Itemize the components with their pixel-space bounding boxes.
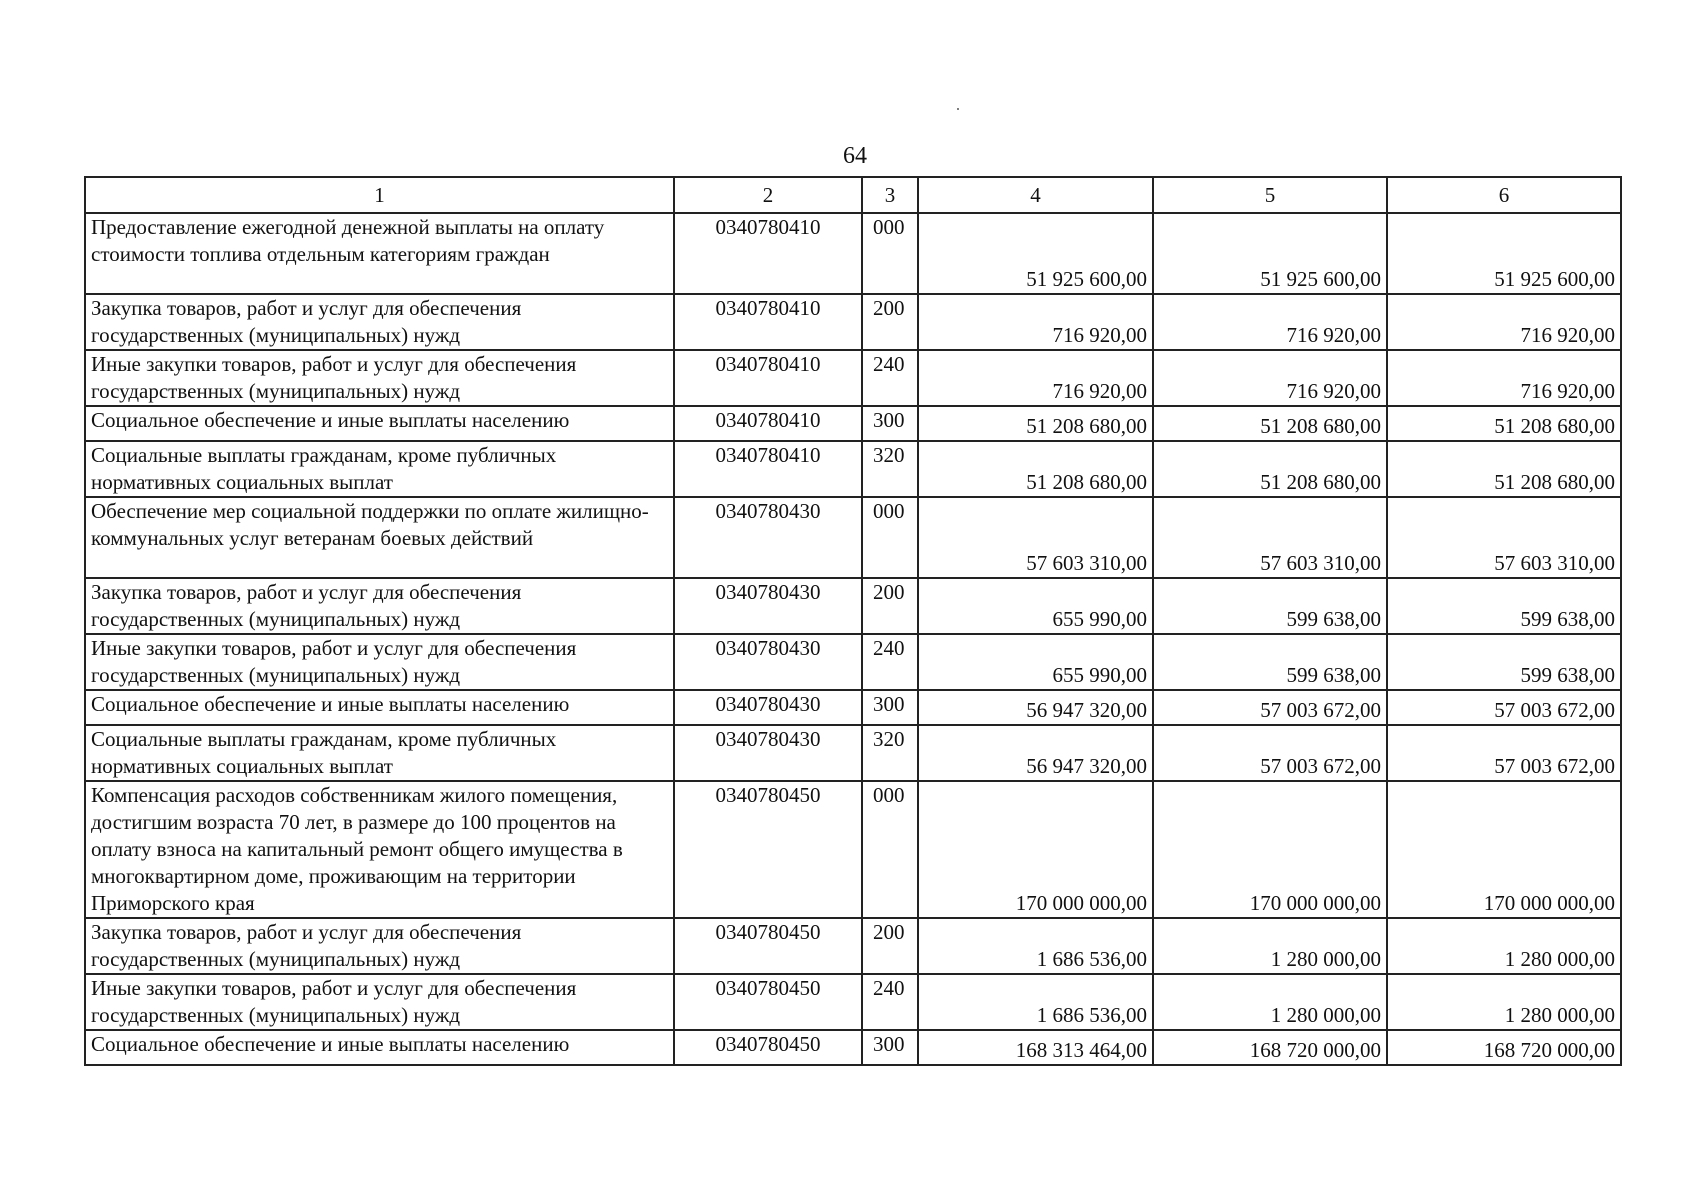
column-header: 1	[85, 177, 674, 213]
row-code-cell: 0340780410	[674, 406, 862, 441]
row-expense-type-cell: 300	[862, 1030, 918, 1065]
row-amount-col4: 51 925 600,00	[918, 213, 1153, 294]
row-amount-col4: 655 990,00	[918, 578, 1153, 634]
row-code-cell: 0340780430	[674, 634, 862, 690]
row-expense-type-cell: 200	[862, 294, 918, 350]
table-row	[85, 350, 1621, 406]
row-name-cell: Социальное обеспечение и иные выплаты населению	[85, 1030, 674, 1065]
row-amount-col5: 168 720 000,00	[1153, 1030, 1387, 1065]
row-code-cell: 0340780410	[674, 294, 862, 350]
row-amount-col5: 170 000 000,00	[1153, 781, 1387, 918]
row-name-cell: Социальные выплаты гражданам, кроме публичных нормативных социальных выплат	[85, 725, 674, 781]
row-amount-col5: 716 920,00	[1153, 294, 1387, 350]
row-expense-type-cell: 240	[862, 634, 918, 690]
row-code-cell: 0340780450	[674, 1030, 862, 1065]
row-name-cell: Иные закупки товаров, работ и услуг для обеспечения государственных (муниципальных) нужд	[85, 974, 674, 1030]
row-expense-type-cell: 200	[862, 578, 918, 634]
row-expense-type-cell: 300	[862, 690, 918, 725]
row-amount-col4: 716 920,00	[918, 294, 1153, 350]
row-expense-type-cell: 320	[862, 725, 918, 781]
row-expense-type-cell: 000	[862, 497, 918, 578]
row-amount-col4: 56 947 320,00	[918, 725, 1153, 781]
row-amount-col5: 57 003 672,00	[1153, 690, 1387, 725]
row-expense-type-cell: 200	[862, 918, 918, 974]
row-expense-type-cell: 320	[862, 441, 918, 497]
table-row	[85, 725, 1621, 781]
row-expense-type-cell: 300	[862, 406, 918, 441]
row-name-cell: Социальное обеспечение и иные выплаты населению	[85, 406, 674, 441]
row-name-cell: Обеспечение мер социальной поддержки по оплате жилищно-коммунальных услуг ветеранам боевых действий	[85, 497, 674, 578]
row-amount-col4: 716 920,00	[918, 350, 1153, 406]
row-code-cell: 0340780430	[674, 578, 862, 634]
row-amount-col5: 716 920,00	[1153, 350, 1387, 406]
row-amount-col4: 655 990,00	[918, 634, 1153, 690]
column-header: 2	[674, 177, 862, 213]
row-amount-col6: 170 000 000,00	[1387, 781, 1621, 918]
row-amount-col5: 51 208 680,00	[1153, 406, 1387, 441]
budget-table-body	[85, 177, 1621, 1065]
row-amount-col4: 1 686 536,00	[918, 918, 1153, 974]
row-amount-col4: 56 947 320,00	[918, 690, 1153, 725]
table-row	[85, 634, 1621, 690]
table-row	[85, 406, 1621, 441]
table-row	[85, 1030, 1621, 1065]
row-name-cell: Закупка товаров, работ и услуг для обеспечения государственных (муниципальных) нужд	[85, 294, 674, 350]
column-header: 6	[1387, 177, 1621, 213]
table-row	[85, 497, 1621, 578]
row-name-cell: Компенсация расходов собственникам жилого помещения, достигшим возраста 70 лет, в размере до 100 процентов на оплату взноса на капитальный ремонт общего имущества в многоквартирном доме, проживающим на территории Приморского края	[85, 781, 674, 918]
row-amount-col6: 51 925 600,00	[1387, 213, 1621, 294]
row-code-cell: 0340780450	[674, 781, 862, 918]
row-amount-col5: 1 280 000,00	[1153, 918, 1387, 974]
row-amount-col4: 51 208 680,00	[918, 441, 1153, 497]
row-amount-col6: 1 280 000,00	[1387, 974, 1621, 1030]
row-expense-type-cell: 000	[862, 213, 918, 294]
row-code-cell: 0340780430	[674, 497, 862, 578]
row-expense-type-cell: 000	[862, 781, 918, 918]
row-amount-col4: 168 313 464,00	[918, 1030, 1153, 1065]
row-amount-col6: 57 003 672,00	[1387, 725, 1621, 781]
row-code-cell: 0340780450	[674, 918, 862, 974]
column-header: 5	[1153, 177, 1387, 213]
row-code-cell: 0340780410	[674, 213, 862, 294]
row-name-cell: Закупка товаров, работ и услуг для обеспечения государственных (муниципальных) нужд	[85, 918, 674, 974]
budget-table	[84, 176, 1622, 1066]
column-number-row	[85, 177, 1621, 213]
row-amount-col5: 51 208 680,00	[1153, 441, 1387, 497]
row-amount-col6: 716 920,00	[1387, 294, 1621, 350]
table-row	[85, 441, 1621, 497]
row-code-cell: 0340780430	[674, 690, 862, 725]
row-amount-col6: 599 638,00	[1387, 578, 1621, 634]
table-row	[85, 213, 1621, 294]
column-header: 3	[862, 177, 918, 213]
row-amount-col6: 716 920,00	[1387, 350, 1621, 406]
row-amount-col5: 57 603 310,00	[1153, 497, 1387, 578]
row-amount-col4: 1 686 536,00	[918, 974, 1153, 1030]
table-row	[85, 690, 1621, 725]
column-header: 4	[918, 177, 1153, 213]
row-amount-col5: 57 003 672,00	[1153, 725, 1387, 781]
table-row	[85, 294, 1621, 350]
row-code-cell: 0340780410	[674, 350, 862, 406]
row-amount-col5: 51 925 600,00	[1153, 213, 1387, 294]
row-amount-col5: 599 638,00	[1153, 634, 1387, 690]
row-amount-col5: 1 280 000,00	[1153, 974, 1387, 1030]
row-name-cell: Социальное обеспечение и иные выплаты населению	[85, 690, 674, 725]
scan-speck	[957, 108, 959, 110]
page-number: 64	[843, 143, 867, 169]
row-amount-col6: 168 720 000,00	[1387, 1030, 1621, 1065]
row-name-cell: Иные закупки товаров, работ и услуг для обеспечения государственных (муниципальных) нужд	[85, 634, 674, 690]
row-amount-col4: 57 603 310,00	[918, 497, 1153, 578]
row-amount-col6: 57 603 310,00	[1387, 497, 1621, 578]
row-amount-col4: 51 208 680,00	[918, 406, 1153, 441]
table-row	[85, 974, 1621, 1030]
row-amount-col6: 599 638,00	[1387, 634, 1621, 690]
row-name-cell: Иные закупки товаров, работ и услуг для обеспечения государственных (муниципальных) нужд	[85, 350, 674, 406]
row-amount-col6: 57 003 672,00	[1387, 690, 1621, 725]
row-code-cell: 0340780450	[674, 974, 862, 1030]
table-row	[85, 578, 1621, 634]
row-amount-col5: 599 638,00	[1153, 578, 1387, 634]
row-code-cell: 0340780410	[674, 441, 862, 497]
row-code-cell: 0340780430	[674, 725, 862, 781]
table-row	[85, 781, 1621, 918]
row-name-cell: Социальные выплаты гражданам, кроме публичных нормативных социальных выплат	[85, 441, 674, 497]
row-amount-col6: 51 208 680,00	[1387, 406, 1621, 441]
row-name-cell: Предоставление ежегодной денежной выплаты на оплату стоимости топлива отдельным категориям граждан	[85, 213, 674, 294]
row-amount-col6: 51 208 680,00	[1387, 441, 1621, 497]
row-expense-type-cell: 240	[862, 974, 918, 1030]
table-row	[85, 918, 1621, 974]
row-amount-col6: 1 280 000,00	[1387, 918, 1621, 974]
row-name-cell: Закупка товаров, работ и услуг для обеспечения государственных (муниципальных) нужд	[85, 578, 674, 634]
row-amount-col4: 170 000 000,00	[918, 781, 1153, 918]
row-expense-type-cell: 240	[862, 350, 918, 406]
